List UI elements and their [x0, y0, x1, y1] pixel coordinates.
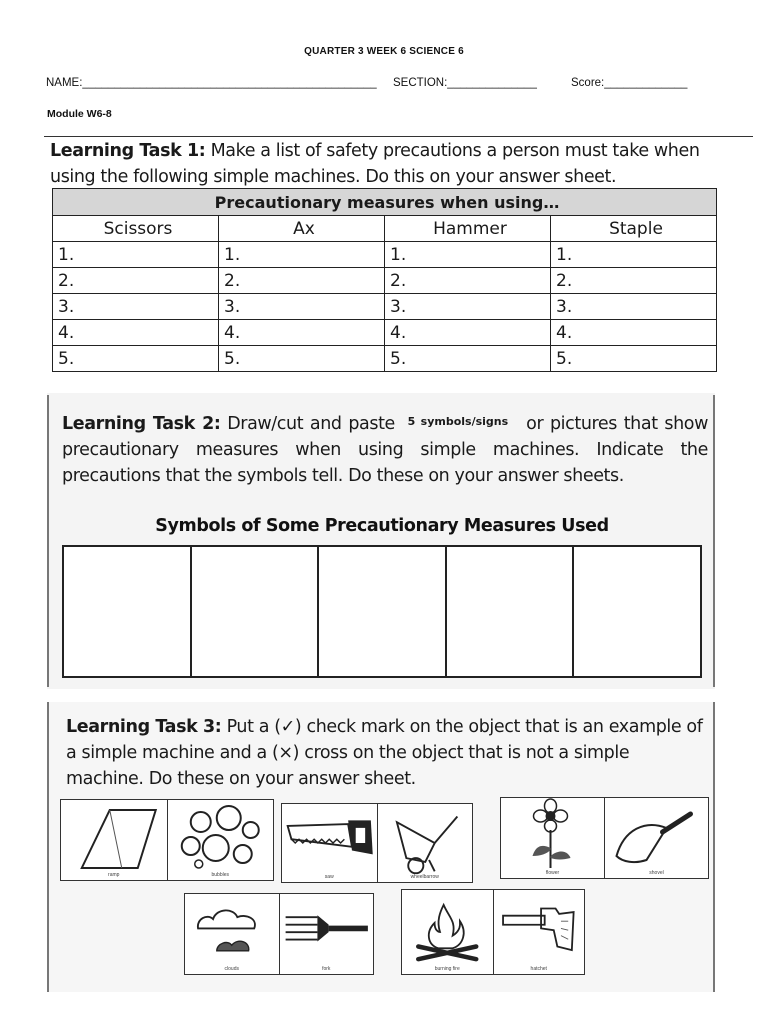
panel-border [47, 702, 49, 992]
table-cell[interactable]: 1. [219, 242, 385, 268]
table-cell[interactable]: 4. [219, 320, 385, 346]
flower-icon [501, 798, 604, 878]
score-field-line: Score:_____________ [571, 77, 688, 89]
picture-group [184, 893, 374, 975]
table-cell[interactable]: 4. [53, 320, 219, 346]
bubbles-icon [168, 800, 274, 880]
header-divider [44, 136, 753, 137]
task2-text-before: Draw/cut and paste [220, 414, 395, 434]
table-cell[interactable]: 5. [551, 346, 717, 372]
picture-group [281, 803, 473, 883]
table-cell[interactable]: 1. [53, 242, 219, 268]
picture-group [500, 797, 709, 879]
panel-border [47, 395, 49, 687]
panel-border [713, 702, 715, 992]
shovel-icon [605, 798, 708, 878]
task2-instructions [62, 409, 708, 489]
table-cell[interactable]: 2. [385, 268, 551, 294]
picture-ramp[interactable] [61, 800, 168, 880]
table-cell[interactable]: 1. [551, 242, 717, 268]
column-header-hammer: Hammer [385, 216, 551, 242]
table-cell[interactable]: 5. [219, 346, 385, 372]
picture-label: saw [324, 874, 334, 880]
picture-shovel[interactable] [605, 798, 708, 878]
table-cell[interactable]: 3. [385, 294, 551, 320]
task3-instructions [66, 714, 706, 792]
ramp-icon [61, 800, 167, 880]
picture-label: clouds [224, 966, 239, 972]
table-cell[interactable]: 4. [551, 320, 717, 346]
table-cell[interactable]: 2. [219, 268, 385, 294]
section-field-line: SECTION:______________ [393, 77, 537, 89]
module-label: Module W6-8 [47, 108, 112, 120]
task1-text: Make a list of safety precautions a person must take when using the following simple machines. Do this on your answer sheet. [50, 141, 700, 187]
worksheet-title: QUARTER 3 WEEK 6 SCIENCE 6 [304, 46, 464, 57]
table-cell[interactable]: 3. [53, 294, 219, 320]
table-cell[interactable]: 5. [385, 346, 551, 372]
table-row [53, 320, 717, 346]
table-row [53, 346, 717, 372]
symbol-box[interactable] [319, 547, 447, 676]
table-caption: Precautionary measures when using… [53, 189, 717, 216]
fork-icon [280, 894, 374, 974]
picture-clouds[interactable] [185, 894, 280, 974]
picture-group [401, 889, 585, 975]
task1-instructions [50, 138, 730, 190]
wheelbarrow-icon [378, 804, 473, 882]
table-cell[interactable]: 2. [53, 268, 219, 294]
task1-label: Learning Task 1: [50, 141, 206, 161]
table-row [53, 268, 717, 294]
picture-label: burning fire [434, 966, 460, 972]
picture-label: hatchet [530, 966, 547, 972]
task2-text-after: or pictures that show precautionary measures when using simple machines. Indicate the precautions that the symbols tell. Do these on your answer sheets. [62, 414, 708, 486]
picture-label: wheelbarrow [410, 874, 439, 880]
table-row [53, 294, 717, 320]
column-header-ax: Ax [219, 216, 385, 242]
picture-fork[interactable] [280, 894, 374, 974]
picture-label: bubbles [211, 872, 229, 878]
precautions-table [52, 188, 717, 372]
picture-label: shovel [649, 870, 664, 876]
column-header-staple: Staple [551, 216, 717, 242]
table-cell[interactable]: 5. [53, 346, 219, 372]
symbol-box[interactable] [192, 547, 320, 676]
picture-wheelbarrow[interactable] [378, 804, 473, 882]
table-cell[interactable]: 3. [219, 294, 385, 320]
symbols-grid [62, 545, 702, 678]
picture-label: fork [322, 966, 331, 972]
picture-label: flower [545, 870, 560, 876]
picture-flower[interactable] [501, 798, 605, 878]
picture-bubbles[interactable] [168, 800, 274, 880]
symbol-box[interactable] [574, 547, 700, 676]
table-row [53, 242, 717, 268]
task3-label: Learning Task 3: [66, 717, 222, 737]
column-header-scissors: Scissors [53, 216, 219, 242]
symbol-box[interactable] [447, 547, 575, 676]
symbols-grid-title: Symbols of Some Precautionary Measures Used [155, 516, 609, 536]
picture-saw[interactable] [282, 804, 378, 882]
saw-icon [282, 804, 377, 882]
picture-bonfire[interactable] [402, 890, 494, 974]
table-cell[interactable]: 4. [385, 320, 551, 346]
task3-text: Put a (✓) check mark on the object that is an example of a simple machine and a (×) cross on the object that is not a simple machine. Do these on your answer sheet. [66, 717, 703, 789]
task2-label: Learning Task 2: [62, 414, 221, 434]
table-cell[interactable]: 2. [551, 268, 717, 294]
picture-group [60, 799, 274, 881]
panel-border [713, 395, 715, 687]
picture-hatchet[interactable] [494, 890, 585, 974]
symbols-note: 5 symbols/signs [407, 415, 509, 428]
bonfire-icon [402, 890, 493, 974]
hatchet-icon [494, 890, 585, 974]
symbol-box[interactable] [64, 547, 192, 676]
clouds-icon [185, 894, 279, 974]
table-cell[interactable]: 3. [551, 294, 717, 320]
picture-label: ramp [108, 872, 120, 878]
table-cell[interactable]: 1. [385, 242, 551, 268]
name-field-line: NAME:______________________________________________ [46, 77, 377, 89]
